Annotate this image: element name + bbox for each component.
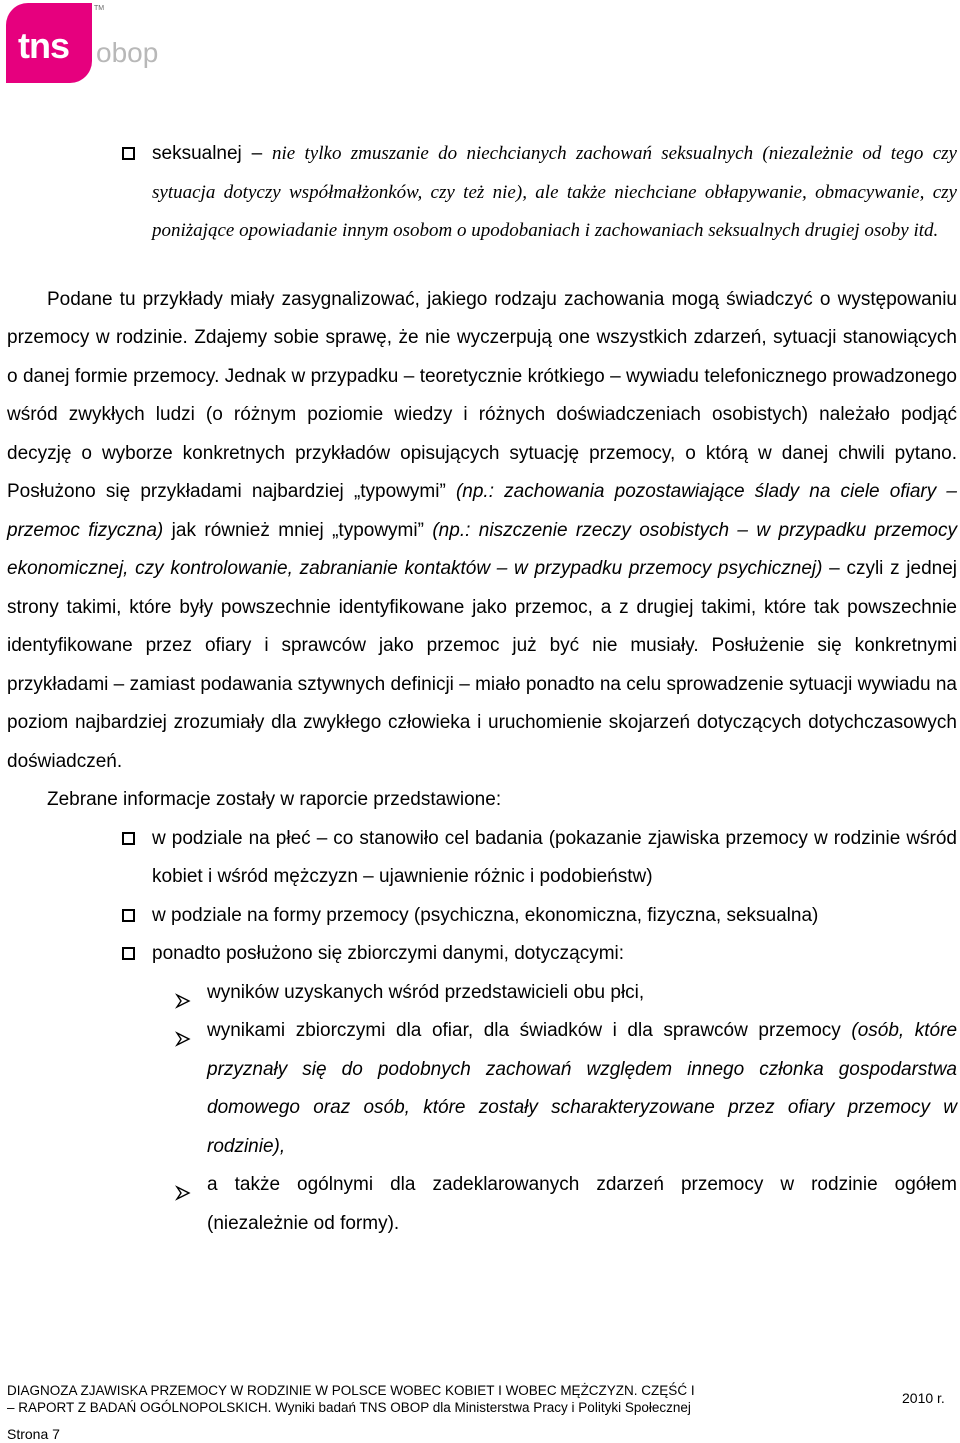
paragraph-summary-intro: Zebrane informacje zostały w raporcie przedstawione: (47, 789, 502, 810)
bullet-description: nie tylko zmuszanie do niechcianych zachowań seksualnych (niezależnie od tego czy sytuacja dotyczy współmałżonków, czy też nie), ale także niechciane obłapywanie, obmacywanie, czy poniżające opowiadanie innym osobom o upodobaniach i zachowaniach seksualnych drugiej osoby itd. (152, 143, 957, 241)
bullet-aggregate (7, 935, 957, 974)
logo-tm: TM (94, 5, 105, 12)
checkbox-square-icon (122, 909, 135, 922)
footer-year: 2010 r. (902, 1390, 945, 1406)
page-number: Strona 7 (7, 1426, 60, 1442)
para1-e: – czyli z jednej strony takimi, które były powszechnie identyfikowane jako przemoc, a z drugiej takimi, które tak powszechnie identyfikowane przez ofiary i sprawców jako przemoc już być nie musiały. Posłużenie się konkretnymi przykładami – zamiast podawania sztywnych definicji – miało ponadto na celu sprowadzenie sytuacji wywiadu na poziom najbardziej zrozumiały dla zwykłego człowieka i uruchomienie skojarzeń dotyczących dotychczasowych doświadczeń. (7, 558, 958, 772)
tns-obop-logo (6, 3, 159, 83)
document-body (7, 135, 957, 1243)
arrow-bullet-icon (175, 1177, 191, 1216)
para1-a: Podane tu przykłady miały zasygnalizować, jakiego rodzaju zachowania mogą świadczyć o występowaniu przemocy w rodzinie. Zdajemy sobie sprawę, że nie wyczerpują one wszystkich zdarzeń, sytuacji stanowiących o danej formie przemocy. Jednak w przypadku – teoretycznie krótkiego – wywiadu telefonicznego prowadzonego wśród zwykłych ludzi (o różnym poziomie wiedzy i różnych doświadczeniach osobistych) należało podjąć decyzję o wyborze konkretnych przykładów opisujących sytuację przemocy, o którą w danej chwili pytano. Posłużono się przykładami najbardziej „typowymi” (7, 288, 957, 502)
bullet-dash: – (251, 143, 263, 164)
checkbox-square-icon (122, 147, 135, 160)
footer-line-2: – RAPORT Z BADAŃ OGÓLNOPOLSKICH. Wyniki badań TNS OBOP dla Ministerstwa Pracy i Polityki Społecznej (7, 1400, 691, 1415)
para1-b: (np.: zachowania pozostawiające ślady na ciele ofiary – przemoc fizyczna) (7, 481, 957, 541)
checkbox-square-icon (122, 947, 135, 960)
sub-bullet-2 (7, 1012, 957, 1166)
bullet-seksualnej (7, 135, 957, 251)
bullet-forms (7, 897, 957, 936)
logo-tns-text: tns (18, 25, 69, 66)
bullet-term: seksualnej (152, 143, 242, 164)
footer-line-1: DIAGNOZA ZJAWISKA PRZEMOCY W RODZINIE W POLSCE WOBEC KOBIET I WOBEC MĘŻCZYZN. CZĘŚĆ I (7, 1383, 695, 1398)
logo-obop-text: obop (96, 37, 159, 68)
sub-bullet-1 (7, 974, 957, 1013)
bullet-aggregate-text: ponadto posłużono się zbiorczymi danymi, dotyczącymi: (152, 943, 625, 964)
sub-bullet-2-italic: (osób, które przyznały się do podobnych zachowań względem innego członka gospodarstwa domowego oraz osób, które zostały scharakteryzowane przez ofiary przemocy w rodzinie), (207, 1020, 958, 1157)
sub-bullet-3-text: a także ogólnymi dla zadeklarowanych zdarzeń przemocy w rodzinie ogółem (niezależnie od formy). (207, 1174, 957, 1234)
paragraph-main (7, 281, 957, 782)
sub-bullet-2-text: wynikami zbiorczymi dla ofiar, dla świadków i dla sprawców przemocy (207, 1020, 841, 1041)
page-footer (7, 1382, 957, 1416)
arrow-bullet-icon (175, 1023, 191, 1062)
sub-bullet-3 (7, 1166, 957, 1243)
sub-bullet-1-text: wyników uzyskanych wśród przedstawicieli obu płci, (207, 981, 645, 1003)
para1-d: (np.: niszczenie rzeczy osobistych – w przypadku przemocy ekonomicznej, czy kontrolowanie, zabranianie kontaktów – w przypadku przemocy psychicznej) (7, 519, 957, 579)
checkbox-square-icon (122, 832, 135, 845)
bullet-gender (7, 820, 957, 897)
bullet-forms-text: w podziale na formy przemocy (psychiczna, ekonomiczna, fizyczna, seksualna) (152, 904, 819, 926)
bullet-gender-text: w podziale na płeć – co stanowiło cel badania (pokazanie zjawiska przemocy w rodzinie wśród kobiet i wśród mężczyzn – ujawnienie różnic i podobieństw) (152, 827, 957, 887)
logo-box (6, 3, 92, 83)
para1-c: jak również mniej „typowymi” (171, 519, 424, 541)
